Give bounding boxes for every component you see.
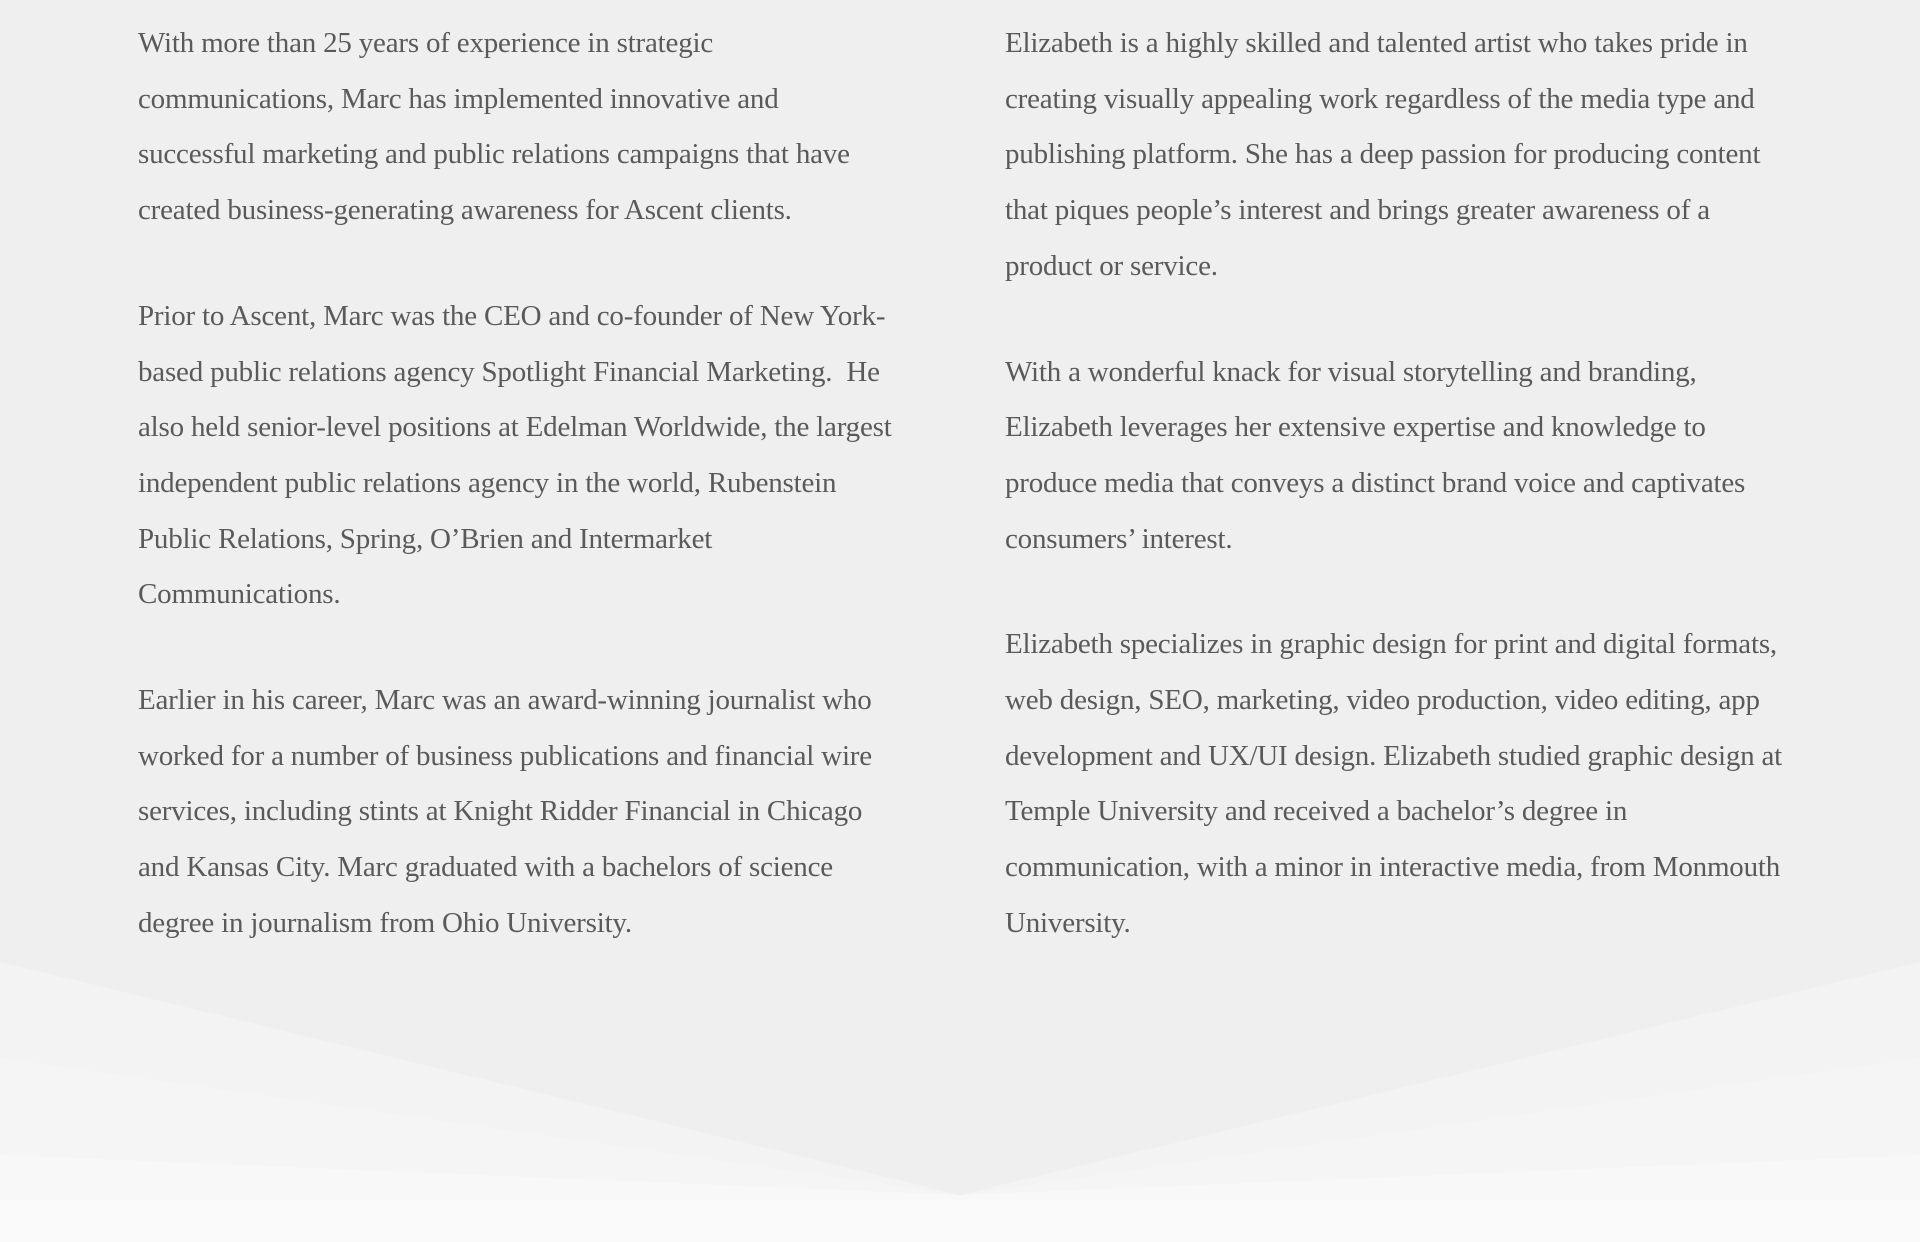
bio-paragraph: Prior to Ascent, Marc was the CEO and co-founder of New York-based public relations agency Spotlight Financial Marketing. He also held senior-level positions at Edelman Worldwide, the largest independent public relations agency in the world, Rubenstein Public Relations, Spring, O’Brien and Intermarket Communications. [138,299,899,611]
bio-paragraph: With more than 25 years of experience in strategic communications, Marc has implemented innovative and successful marketing and public relations campaigns that have created business-generating awareness for Ascent clients. [138,27,857,227]
bio-paragraph: Elizabeth specializes in graphic design for print and digital formats, web design, SEO, marketing, video production, video editing, app development and UX/UI design. Elizabeth studied graphic design at Temple University and received a bachelor’s degree in communication, with a minor in interactive media, from Monmouth University. [1005,628,1789,939]
bio-column-marc [138,16,898,1002]
bio-paragraph: Earlier in his career, Marc was an award-winning journalist who worked for a number of business publications and financial wire services, including stints at Knight Ridder Financial in Chicago and Kansas City. Marc graduated with a bachelors of science degree in journalism from Ohio University. [138,684,880,939]
bio-column-elizabeth [1005,16,1789,1002]
bio-paragraph: With a wonderful knack for visual storytelling and branding, Elizabeth leverages her extensive expertise and knowledge to produce media that conveys a distinct brand voice and captivates consumers’ interest. [1005,355,1753,555]
bio-paragraph: Elizabeth is a highly skilled and talented artist who takes pride in creating visually appealing work regardless of the media type and publishing platform. She has a deep passion for producing content that piques people’s interest and brings greater awareness of a product or service. [1005,27,1768,282]
